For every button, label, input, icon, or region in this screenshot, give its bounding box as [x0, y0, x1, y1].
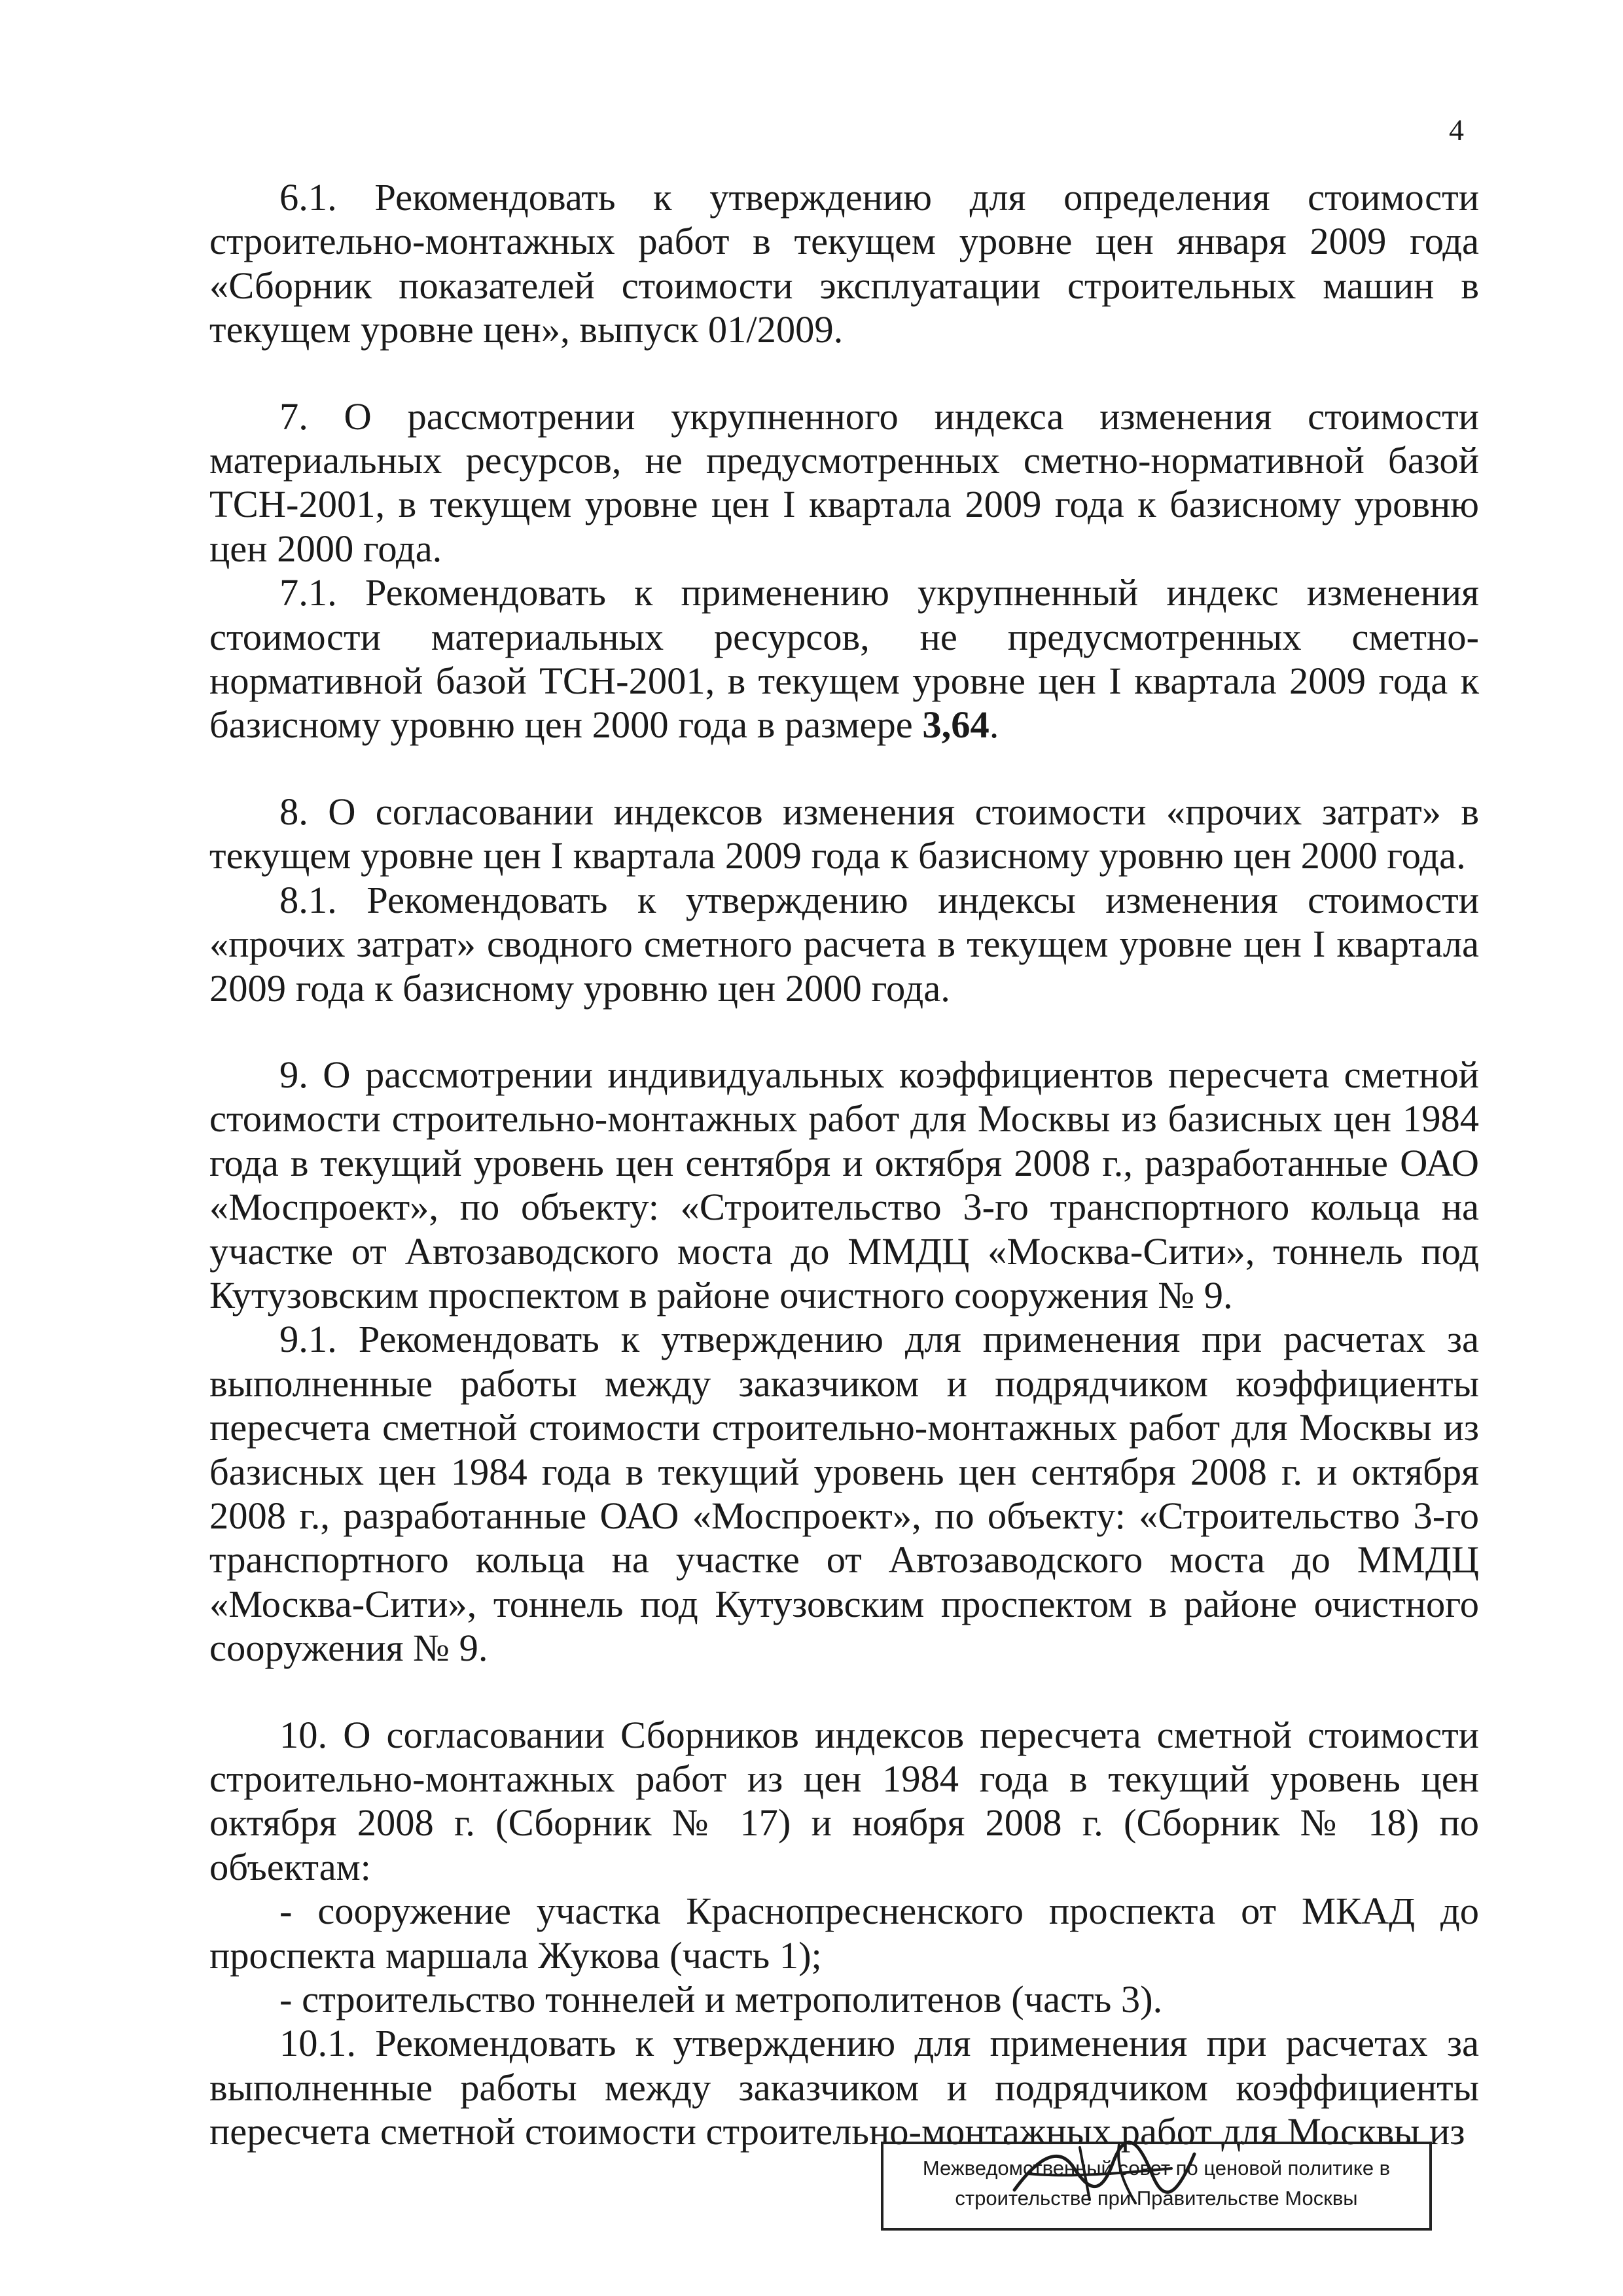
paragraph-8-1: 8.1. Рекомендовать к утверждению индексы изменения стоимости «прочих затрат» сводного сметного расчета в текущем уровне цен I квартала 2009 года к базисному уровню цен 2000 года.: [209, 878, 1479, 1010]
paragraph-6-1: 6.1. Рекомендовать к утверждению для определения стоимости строительно-монтажных работ в текущем уровне цен января 2009 года «Сборник показателей стоимости эксплуатации строительных машин в текущем уровне цен», выпуск 01/2009.: [209, 176, 1479, 351]
paragraph-7-1-text: 7.1. Рекомендовать к применению укрупненный индекс изменения стоимости материальных ресурсов, не предусмотренных сметно-нормативной базой ТСН-2001, в текущем уровне цен I квартала 2009 года к базисному уровню цен 2000 года в размере: [209, 571, 1479, 747]
page-number: 4: [1449, 113, 1464, 147]
list-item-10-a: - сооружение участка Краснопресненского проспекта от МКАД до проспекта маршала Жукова (часть 1);: [209, 1890, 1479, 1977]
paragraph-9-1: 9.1. Рекомендовать к утверждению для применения при расчетах за выполненные работы между заказчиком и подрядчиком коэффициенты пересчета сметной стоимости строительно-монтажных работ для Москвы из базисных цен 1984 года в текущий уровень цен сентября 2008 г. и октября 2008 г., разработанные ОАО «Моспроект», по объекту: «Строительство 3-го транспортного кольца на участке от Автозаводского моста до ММДЦ «Москва-Сити», тоннель под Кутузовским проспектом в районе очистного сооружения № 9.: [209, 1318, 1479, 1670]
paragraph-7-1-end: .: [989, 703, 999, 747]
index-value: 3,64: [922, 703, 990, 747]
paragraph-7-1: [209, 571, 1479, 747]
paragraph-7: 7. О рассмотрении укрупненного индекса изменения стоимости материальных ресурсов, не предусмотренных сметно-нормативной базой ТСН-2001, в текущем уровне цен I квартала 2009 года к базисному уровню цен 2000 года.: [209, 395, 1479, 570]
paragraph-8: 8. О согласовании индексов изменения стоимости «прочих затрат» в текущем уровне цен I квартала 2009 года к базисному уровню цен 2000 года.: [209, 790, 1479, 877]
stamp-line-2: строительстве при Правительстве Москвы: [955, 2187, 1358, 2210]
paragraph-10: 10. О согласовании Сборников индексов пересчета сметной стоимости строительно-монтажных работ из цен 1984 года в текущий уровень цен октября 2008 г. (Сборник № 17) и ноября 2008 г. (Сборник № 18) по объектам:: [209, 1713, 1479, 1888]
paragraph-10-1: 10.1. Рекомендовать к утверждению для применения при расчетах за выполненные работы между заказчиком и подрядчиком коэффициенты пересчета сметной стоимости строительно-монтажных работ для Москвы из: [209, 2022, 1479, 2153]
document-body: [209, 175, 1479, 2154]
stamp-line-1: Межведомственный совет по ценовой политике в: [922, 2157, 1391, 2180]
paragraph-9: 9. О рассмотрении индивидуальных коэффициентов пересчета сметной стоимости строительно-монтажных работ для Москвы из базисных цен 1984 года в текущий уровень цен сентября и октября 2008 г., разработанные ОАО «Моспроект», по объекту: «Строительство 3-го транспортного кольца на участке от Автозаводского моста до ММДЦ «Москва-Сити», тоннель под Кутузовским проспектом в районе очистного сооружения № 9.: [209, 1053, 1479, 1316]
handwritten-signature: [1001, 2128, 1204, 2213]
list-item-10-b: - строительство тоннелей и метрополитенов (часть 3).: [279, 1978, 1163, 2021]
